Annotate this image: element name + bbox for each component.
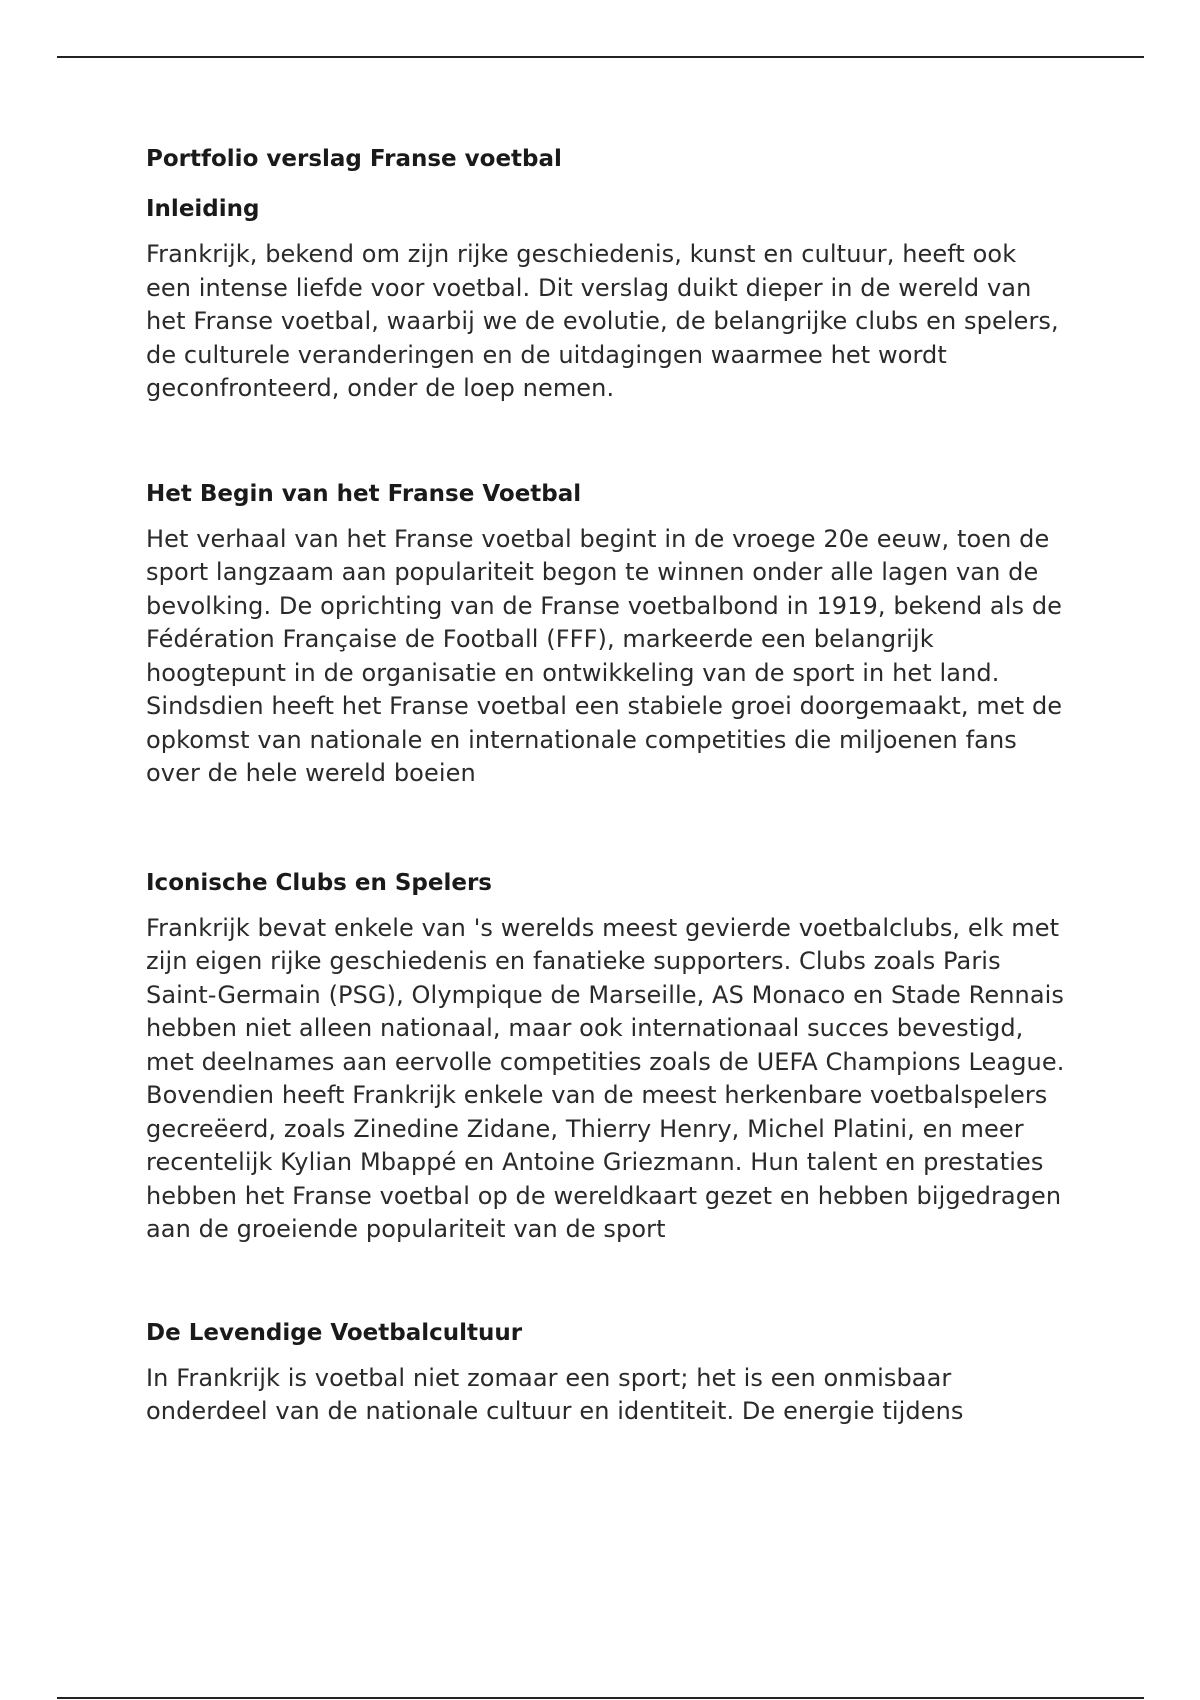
section-paragraph: Het verhaal van het Franse voetbal begint in de vroege 20e eeuw, toen de sport langzaam aan populariteit begon te winnen onder alle lagen van de bevolking. De oprichting van de Franse voetbalbond in 1919, bekend als de Fédération Française de Football (FFF), markeerde een belangrijk hoogtepunt in de organisatie en ontwikkeling van de sport in het land. Sindsdien heeft het Franse voetbal een stabiele groei doorgemaakt, met de opkomst van nationale en internationale competities die miljoenen fans over de hele wereld boeien xyxy=(146,524,1063,787)
bottom-divider xyxy=(57,1697,1144,1699)
section-paragraph: Frankrijk bevat enkele van 's werelds meest gevierde voetbalclubs, elk met zijn eigen rijke geschiedenis en fanatieke supporters. Clubs zoals Paris Saint-Germain (PSG), Olympique de Marseille, AS Monaco en Stade Rennais hebben niet alleen nationaal, maar ook internationaal succes bevestigd, met deelnames aan eervolle competities zoals de UEFA Champions League. Bovendien heeft Frankrijk enkele van de meest herkenbare voetbalspelers gecreëerd, zoals Zinedine Zidane, Thierry Henry, Michel Platini, en meer recentelijk Kylian Mbappé en Antoine Griezmann. Hun talent en prestaties hebben het Franse voetbal op de wereldkaart gezet en hebben bijgedragen aan de groeiende populariteit van de sport xyxy=(146,913,1065,1243)
document-body xyxy=(146,144,1066,1429)
section-inleiding xyxy=(146,194,1066,406)
section-paragraph: Frankrijk, bekend om zijn rijke geschiedenis, kunst en cultuur, heeft ook een intense liefde voor voetbal. Dit verslag duikt dieper in de wereld van het Franse voetbal, waarbij we de evolutie, de belangrijke clubs en spelers, de culturele veranderingen en de uitdagingen waarmee het wordt geconfronteerd, onder de loep nemen. xyxy=(146,240,1059,402)
section-heading: Iconische Clubs en Spelers xyxy=(146,869,492,896)
section-paragraph: In Frankrijk is voetbal niet zomaar een sport; het is een onmisbaar onderdeel van de nationale cultuur en identiteit. De energie tijdens xyxy=(146,1363,964,1425)
section-heading: Het Begin van het Franse Voetbal xyxy=(146,480,582,507)
section-heading: Inleiding xyxy=(146,196,260,222)
section-het-begin xyxy=(146,479,1066,791)
top-divider xyxy=(57,56,1144,58)
document-title: Portfolio verslag Franse voetbal xyxy=(146,146,562,172)
section-heading: De Levendige Voetbalcultuur xyxy=(146,1319,523,1346)
section-voetbalcultuur xyxy=(146,1318,1066,1429)
section-iconische-clubs xyxy=(146,868,1066,1247)
